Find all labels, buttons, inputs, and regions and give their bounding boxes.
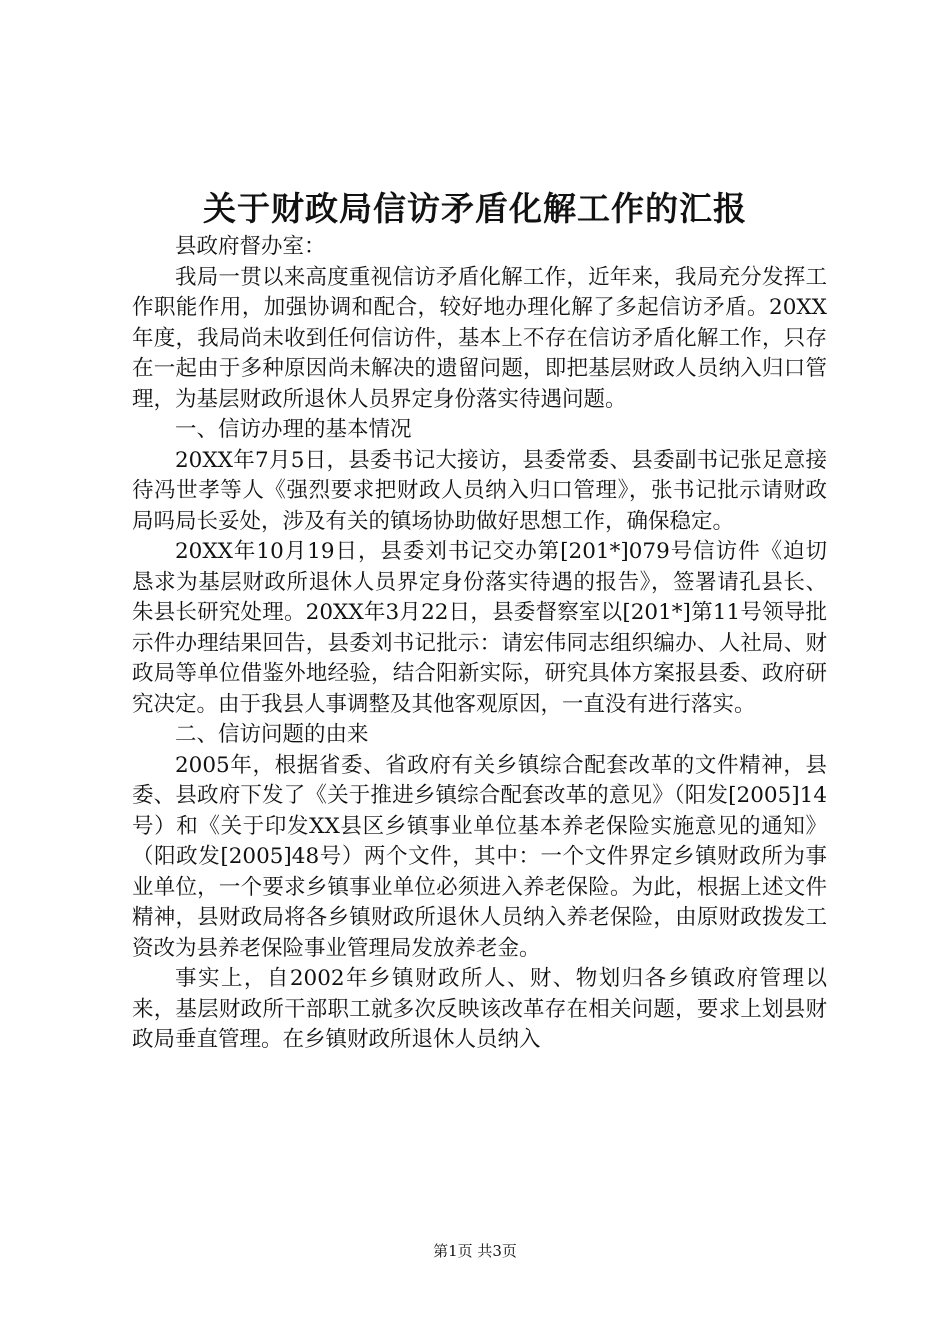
body-paragraph: 我局一贯以来高度重视信访矛盾化解工作，近年来，我局充分发挥工作职能作用，加强协调和配合，较好地办理化解了多起信访矛盾。20XX年度，我局尚未收到任何信访件，基本上不存在信访矛盾化解工作，只存在一起由于多种原因尚未解决的遗留问题，即把基层财政人员纳入归口管理，为基层财政所退休人员界定身份落实待遇问题。 xyxy=(132,264,827,412)
section-heading: 二、信访问题的由来 xyxy=(175,722,369,747)
body-paragraph: 20XX年7月5日，县委书记大接访，县委常委、县委副书记张足意接待冯世孝等人《强烈要求把财政人员纳入归口管理》，张书记批示请财政局吗局长妥处，涉及有关的镇场协助做好思想工作，确保稳定。 xyxy=(132,447,827,534)
page-footer: 第1页 共3页 xyxy=(433,1242,517,1260)
body-paragraph: 2005年，根据省委、省政府有关乡镇综合配套改革的文件精神，县委、县政府下发了《关于推进乡镇综合配套改革的意见》（阳发[2005]14号）和《关于印发XX县区乡镇事业单位基本养老保险实施意见的通知》（阳政发[2005]48号）两个文件，其中：一个文件界定乡镇财政所为事业单位，一个要求乡镇事业单位必须进入养老保险。为此，根据上述文件精神，县财政局将各乡镇财政所退休人员纳入养老保险，由原财政拨发工资改为县养老保险事业管理局发放养老金。 xyxy=(132,752,827,961)
body-paragraph: 事实上，自2002年乡镇财政所人、财、物划归各乡镇政府管理以来，基层财政所干部职工就多次反映该改革存在相关问题，要求上划县财政局垂直管理。在乡镇财政所退休人员纳入 xyxy=(132,966,827,1052)
body-paragraph: 20XX年10月19日，县委刘书记交办第[201*]079号信访件《迫切恳求为基层财政所退休人员界定身份落实待遇的报告》，签署请孔县长、朱县长研究处理。20XX年3月22日，县委督察室以[201*]第11号领导批示件办理结果回告，县委刘书记批示：请宏伟同志组织编办、人社局、财政局等单位借鉴外地经验，结合阳新实际，研究具体方案报县委、政府研究决定。由于我县人事调整及其他客观原因，一直没有进行落实。 xyxy=(132,539,827,717)
section-heading: 一、信访办理的基本情况 xyxy=(175,417,412,442)
salutation: 县政府督办室： xyxy=(175,234,326,259)
document-title: 关于财政局信访矛盾化解工作的汇报 xyxy=(203,189,747,228)
document-body xyxy=(132,232,827,1056)
